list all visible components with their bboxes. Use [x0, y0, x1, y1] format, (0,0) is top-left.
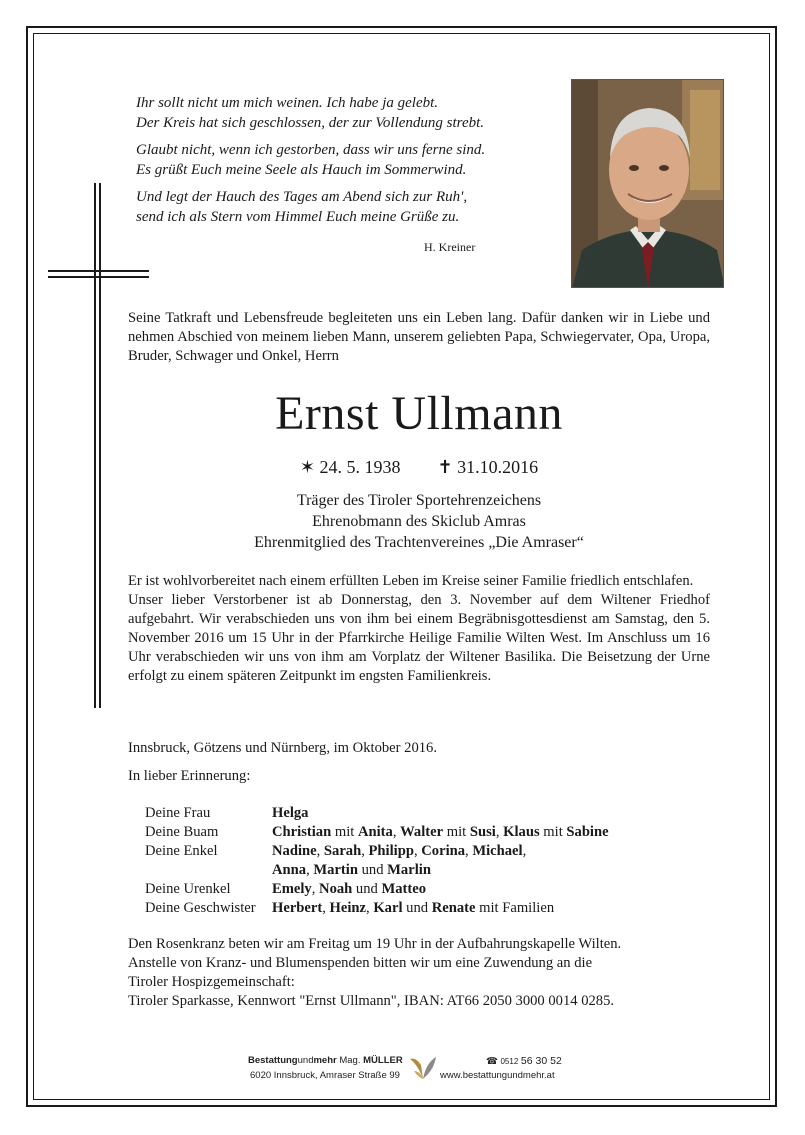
closing-line: Anstelle von Kranz- und Blumenspenden bitten wir um eine Zuwendung an die	[128, 955, 593, 971]
birth-date: 24. 5. 1938	[319, 457, 401, 477]
family-member-name: Marlin	[387, 862, 431, 878]
family-member-name: Nadine	[272, 843, 317, 859]
phone-number: 56 30 52	[520, 1055, 562, 1067]
phone-prefix: 0512	[500, 1057, 519, 1066]
poem	[136, 93, 556, 234]
family-row	[145, 842, 609, 861]
family-row	[145, 823, 609, 842]
family-members	[272, 823, 609, 842]
honor-line: Ehrenmitglied des Trachtenvereines „Die Amraser“	[254, 534, 584, 551]
family-connector: ,	[306, 862, 314, 878]
family-connector: ,	[522, 843, 527, 859]
brand-part: MÜLLER	[363, 1055, 403, 1066]
family-members	[272, 880, 426, 899]
main-paragraph: Er ist wohlvorbereitet nach einem erfüllten Leben im Kreise seiner Familie friedlich entschlafen.	[128, 573, 694, 589]
family-connector: und	[357, 862, 388, 878]
cross-horizontal-line	[48, 276, 149, 278]
family-relation-label: Deine Buam	[145, 824, 219, 840]
poem-author: H. Kreiner	[424, 240, 476, 254]
deceased-name: Ernst Ullmann	[275, 387, 563, 440]
family-member-name: Walter	[400, 824, 444, 840]
family-member-name: Anna	[272, 862, 307, 878]
honor-line: Ehrenobmann des Skiclub Amras	[312, 513, 526, 530]
family-member-name: Heinz	[329, 900, 367, 916]
cross-vertical-line	[99, 183, 101, 708]
family-member-name: Philipp	[368, 843, 414, 859]
poem-stanza	[136, 93, 556, 133]
family-members	[272, 804, 308, 823]
family-connector: mit	[331, 824, 358, 840]
family-connector: mit	[443, 824, 470, 840]
family-row	[145, 804, 609, 823]
intro-paragraph: Seine Tatkraft und Lebensfreude begleiteten uns ein Leben lang. Dafür danken wir in Liebe und nehmen Abschied von meinem lieben Mann, unserem geliebten Papa, Schwiegervater, Opa, Uropa, Bruder, Schwager und Onkel, Herrn	[128, 310, 710, 364]
family-member-name: Martin	[313, 862, 358, 878]
family-connector: ,	[316, 843, 324, 859]
family-relation-label: Deine Urenkel	[145, 881, 231, 897]
poem-line: Und legt der Hauch des Tages am Abend sich zur Ruh',	[136, 189, 468, 205]
brand-part: Mag.	[336, 1055, 364, 1066]
family-member-name: Klaus	[503, 824, 540, 840]
poem-stanza	[136, 140, 556, 180]
family-member-name: Christian	[272, 824, 332, 840]
family-members	[272, 899, 554, 918]
honor-line: Träger des Tiroler Sportehrenzeichens	[296, 492, 542, 509]
family-member-name: Matteo	[381, 881, 427, 897]
main-paragraph: Unser lieber Verstorbener ist ab Donnerstag, den 3. November auf dem Wiltener Friedhof aufgebahrt. Wir verabschieden uns von ihm bei einem Begräbnisgottesdienst am Samstag, den 5. November 2016 um 15 Uhr in der Pfarrkirche Heilige Familie Wilten West. Im Anschluss um 16 Uhr verabschieden wir uns von ihm am Vorplatz der Wiltener Basilika. Die Beisetzung der Urne erfolgt zu einem späteren Zeitpunkt im engsten Familienkreis.	[128, 592, 710, 684]
funeral-home-footer	[248, 1055, 568, 1085]
family-member-name: Corina	[421, 843, 466, 859]
closing-line: Tiroler Sparkasse, Kennwort "Ernst Ullmann", IBAN: AT66 2050 3000 0014 0285.	[128, 993, 615, 1009]
closing-text	[128, 935, 710, 1011]
family-connector: und	[352, 881, 382, 897]
cross-vertical-line	[94, 183, 96, 708]
family-members	[272, 842, 526, 861]
death-date: 31.10.2016	[457, 457, 539, 477]
funeral-home-brand	[248, 1055, 403, 1066]
poem-line: Glaubt nicht, wenn ich gestorben, dass wir uns ferne sind.	[136, 142, 486, 158]
family-connector: ,	[361, 843, 369, 859]
butterfly-logo-icon	[408, 1055, 438, 1081]
funeral-home-phone	[486, 1055, 562, 1067]
family-member-name: Susi	[469, 824, 496, 840]
brand-part: und	[297, 1055, 314, 1066]
brand-part: mehr	[313, 1055, 337, 1066]
family-member-name: Karl	[373, 900, 403, 916]
family-row	[145, 899, 609, 918]
family-member-name: Sabine	[566, 824, 609, 840]
honors	[128, 490, 710, 553]
family-connector: ,	[366, 900, 374, 916]
funeral-home-address: 6020 Innsbruck, Amraser Straße 99	[250, 1070, 400, 1081]
poem-line: Der Kreis hat sich geschlossen, der zur Vollendung strebt.	[136, 115, 485, 131]
family-list	[145, 804, 609, 918]
family-member-name: Herbert	[272, 900, 323, 916]
family-relation-label: Deine Geschwister	[145, 900, 256, 916]
poem-line: Ihr sollt nicht um mich weinen. Ich habe ja gelebt.	[136, 95, 439, 111]
memory-line: In lieber Erinnerung:	[128, 768, 251, 784]
poem-line: Es grüßt Euch meine Seele als Hauch im Sommerwind.	[136, 162, 467, 178]
family-relation-label	[145, 861, 272, 880]
brand-part: Bestattung	[248, 1055, 298, 1066]
family-row	[145, 880, 609, 899]
family-connector: mit Familien	[475, 900, 555, 916]
closing-line: Tiroler Hospizgemeinschaft:	[128, 974, 295, 990]
family-member-name: Michael	[472, 843, 523, 859]
birth-star-icon: ✶	[299, 457, 315, 477]
place-date: Innsbruck, Götzens und Nürnberg, im Oktober 2016.	[128, 740, 437, 756]
main-text	[128, 572, 710, 686]
family-member-name: Sarah	[323, 843, 362, 859]
family-member-name: Renate	[431, 900, 476, 916]
family-member-name: Noah	[319, 881, 353, 897]
family-connector: ,	[392, 824, 401, 840]
family-connector: mit	[539, 824, 567, 840]
phone-icon: ☎	[486, 1056, 498, 1067]
family-connector: ,	[465, 843, 473, 859]
family-connector: ,	[311, 881, 320, 897]
family-connector: ,	[495, 824, 504, 840]
family-member-name: Helga	[272, 805, 309, 821]
cross-horizontal-line	[48, 270, 149, 272]
family-connector: und	[402, 900, 432, 916]
family-member-name: Emely	[272, 881, 312, 897]
family-members	[272, 861, 431, 880]
death-cross-icon: ✝	[437, 457, 453, 477]
poem-line: send ich als Stern vom Himmel Euch meine Grüße zu.	[136, 209, 460, 225]
poem-stanza	[136, 187, 556, 227]
family-relation-label: Deine Enkel	[145, 843, 218, 859]
family-member-name: Anita	[357, 824, 393, 840]
funeral-home-website: www.bestattungundmehr.at	[440, 1070, 555, 1081]
closing-line: Den Rosenkranz beten wir am Freitag um 19 Uhr in der Aufbahrungskapelle Wilten.	[128, 936, 622, 952]
family-connector: ,	[322, 900, 330, 916]
life-dates	[128, 456, 710, 478]
family-relation-label: Deine Frau	[145, 805, 211, 821]
portrait-photo	[571, 79, 724, 288]
family-row	[145, 861, 609, 880]
family-connector: ,	[413, 843, 422, 859]
portrait-illustration	[572, 80, 724, 288]
